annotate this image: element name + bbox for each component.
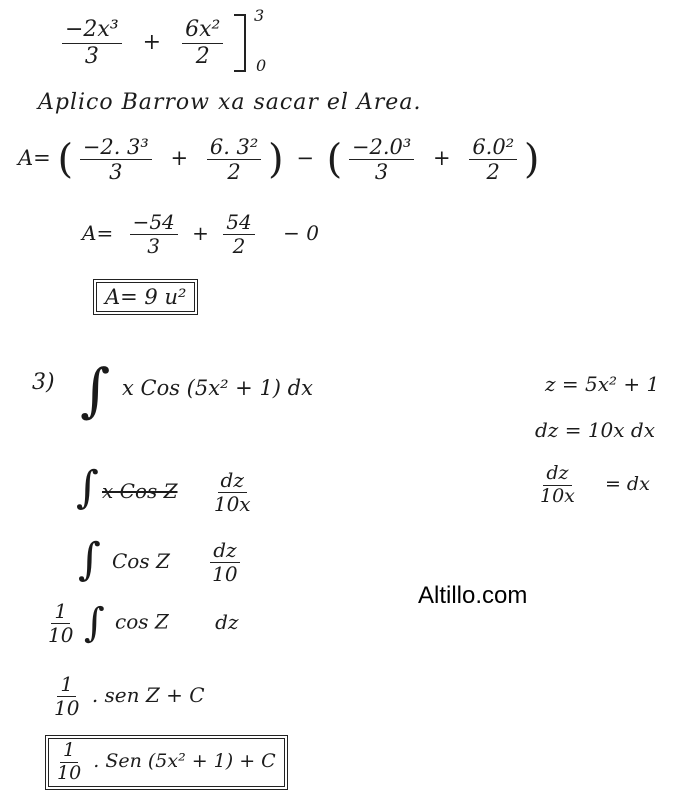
step2	[112, 540, 240, 585]
eval-term2-den: 2	[195, 43, 210, 69]
close-paren-2: )	[523, 136, 540, 183]
step1-text: x Cos Z	[102, 479, 178, 503]
eval-bracket	[234, 14, 246, 72]
step4-text: . sen Z + C	[91, 683, 205, 707]
part3	[349, 136, 414, 183]
barrow-text: Aplico Barrow xa sacar el Area.	[38, 90, 422, 115]
simp-frac2	[223, 212, 254, 257]
sub-dx-den: 10x	[540, 484, 575, 507]
area-result: A= 9 u²	[105, 285, 187, 309]
step5-den: 10	[57, 761, 82, 784]
step3-d: dz	[215, 609, 239, 634]
step4	[54, 674, 205, 719]
eval-upper-limit: 3	[254, 6, 265, 25]
area-result-box	[96, 282, 195, 312]
step4-num: 1	[57, 674, 76, 697]
integral-sign-step2: ∫	[78, 534, 101, 585]
simp-frac1-den: 3	[147, 234, 161, 258]
part3-den: 3	[374, 160, 389, 185]
step1-num: dz	[218, 470, 247, 493]
eval-lower-limit: 0	[256, 56, 267, 75]
step2-den: 10	[212, 562, 238, 586]
part2	[207, 136, 262, 183]
step3-coef-den: 10	[48, 622, 74, 647]
eval-term2	[182, 18, 223, 67]
substitution-z: z = 5x² + 1	[545, 372, 660, 396]
step2-frac	[210, 540, 239, 585]
part3-num: −2.0³	[349, 136, 414, 160]
part1	[80, 136, 152, 183]
step3-text: cos Z	[115, 609, 169, 634]
area-expansion	[18, 136, 539, 183]
problem-number: 3)	[32, 370, 55, 395]
area-simplified-lhs: A=	[82, 221, 114, 245]
part-plus-2: +	[433, 146, 451, 171]
eval-term1	[62, 18, 122, 67]
substitution-dz: dz = 10x dx	[535, 418, 655, 442]
part-minus: −	[296, 146, 314, 171]
area-lhs: A=	[18, 146, 51, 171]
step3	[48, 600, 238, 646]
sub-dx-rhs: = dx	[604, 473, 650, 496]
step5-coef	[57, 741, 81, 784]
part4	[469, 136, 517, 183]
step2-text: Cos Z	[112, 549, 170, 573]
integral-sign-main: ∫	[80, 356, 111, 424]
step4-coef	[54, 674, 79, 719]
eval-plus: +	[142, 30, 162, 55]
simp-tail: − 0	[283, 221, 319, 245]
substitution-dx	[540, 464, 650, 507]
part2-num: 6. 3²	[207, 136, 262, 160]
step3-coef	[48, 598, 74, 647]
simp-frac1-num: −54	[130, 212, 178, 235]
close-paren-1: )	[268, 136, 284, 183]
eval-expression	[62, 14, 246, 72]
integral-sign-step1: ∫	[76, 462, 99, 513]
open-paren-2: (	[326, 136, 343, 183]
step1	[102, 470, 251, 515]
simp-frac2-num: 54	[223, 212, 254, 235]
sub-dx-frac	[540, 464, 575, 507]
step4-den: 10	[54, 696, 80, 720]
step1-frac	[214, 470, 251, 515]
simp-frac2-den: 2	[232, 234, 246, 258]
eval-term1-den: 3	[84, 43, 99, 69]
watermark: Altillo.com	[418, 582, 528, 609]
simp-frac1	[130, 212, 178, 257]
sub-dx-num: dz	[543, 464, 571, 486]
step1-den: 10x	[213, 492, 251, 516]
integrand-main: x Cos (5x² + 1) dx	[122, 376, 313, 400]
eval-term1-num: −2x³	[62, 18, 122, 43]
part4-num: 6.0²	[469, 136, 517, 160]
final-result-box	[48, 738, 285, 787]
step5-text: . Sen (5x² + 1) + C	[93, 750, 276, 773]
part1-den: 3	[109, 160, 123, 185]
area-simplified	[82, 212, 319, 257]
part4-den: 2	[486, 160, 500, 185]
step5-num: 1	[60, 741, 78, 763]
eval-term2-num: 6x²	[182, 18, 223, 43]
open-paren-1: (	[57, 136, 74, 183]
part-plus-1: +	[170, 146, 189, 171]
step2-num: dz	[210, 540, 239, 563]
step3-coef-num: 1	[51, 601, 70, 624]
part2-den: 2	[227, 160, 241, 185]
simp-plus: +	[192, 221, 209, 245]
part1-num: −2. 3³	[80, 136, 152, 160]
integral-sign-step3: ∫	[83, 600, 105, 646]
